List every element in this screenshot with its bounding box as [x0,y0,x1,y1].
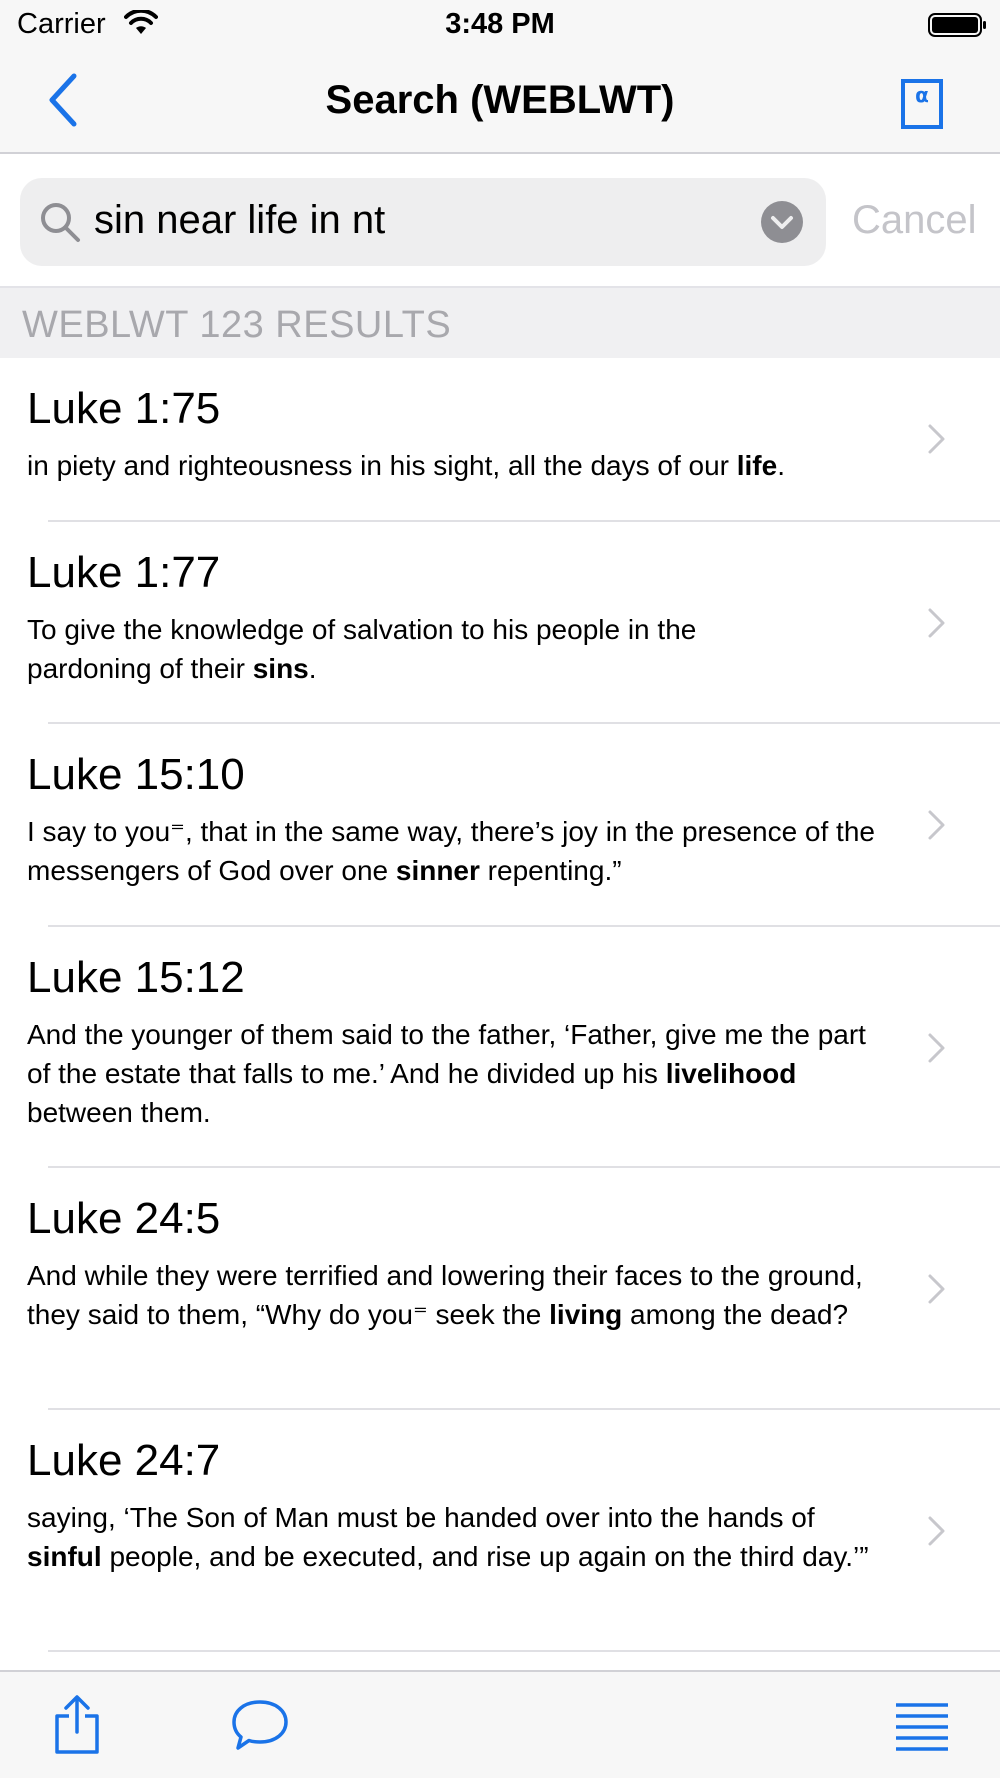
menu-lines-icon[interactable] [894,1702,950,1752]
search-icon [38,200,82,244]
result-reference: Luke 15:12 [27,953,245,1002]
result-row[interactable] [0,724,1000,927]
cancel-button[interactable]: Cancel [852,198,977,242]
share-icon[interactable] [52,1694,102,1756]
result-verse-text: And while they were terrified and lowering their faces to the ground, they said to them, “Why do you⁼ seek the living among the dead? [27,1260,863,1330]
result-row[interactable] [0,1168,1000,1410]
chevron-down-circle-icon[interactable] [760,200,804,244]
search-query-text: sin near life in nt [94,198,386,242]
carrier-label: Carrier [17,8,106,40]
chevron-right-icon [926,422,948,456]
bottom-toolbar [0,1670,1000,1778]
result-verse-text: in piety and righteousness in his sight, all the days of our life. [27,450,785,481]
result-row[interactable] [0,1410,1000,1652]
results-count-header: WEBLWT 123 RESULTS [22,304,452,346]
result-reference: Luke 24:5 [27,1194,221,1243]
status-time: 3:48 PM [445,8,555,40]
chevron-right-icon [926,1514,948,1548]
result-verse-text: To give the knowledge of salvation to his people in the pardoning of their sins. [27,614,697,684]
result-row[interactable] [0,927,1000,1168]
search-input[interactable] [20,178,826,266]
status-bar [0,0,1000,48]
result-reference: Luke 24:7 [27,1436,221,1485]
result-reference: Luke 1:75 [27,384,221,433]
results-list [0,358,1000,1652]
chevron-right-icon [926,808,948,842]
result-reference: Luke 15:10 [27,750,245,799]
comment-icon[interactable] [230,1698,290,1752]
bookmark-alpha-icon[interactable] [900,78,944,130]
search-row [0,156,1000,288]
result-reference: Luke 1:77 [27,548,221,597]
section-header [0,288,1000,358]
navigation-bar [0,48,1000,154]
result-row[interactable] [0,522,1000,724]
chevron-right-icon [926,606,948,640]
result-verse-text: saying, ‘The Son of Man must be handed over into the hands of sinful people, and be executed, and rise up again on the third day.’” [27,1502,869,1572]
chevron-right-icon [926,1272,948,1306]
result-verse-text: I say to you⁼, that in the same way, there’s joy in the presence of the messengers of God over one sinner repenting.” [27,816,875,886]
result-verse-text: And the younger of them said to the father, ‘Father, give me the part of the estate that falls to me.’ And he divided up his livelihood between them. [27,1019,866,1128]
svg-text:α: α [915,83,929,107]
chevron-right-icon [926,1031,948,1065]
result-row[interactable] [0,358,1000,522]
battery-icon [928,12,988,38]
page-title: Search (WEBLWT) [325,78,675,122]
row-divider [48,1650,1000,1652]
